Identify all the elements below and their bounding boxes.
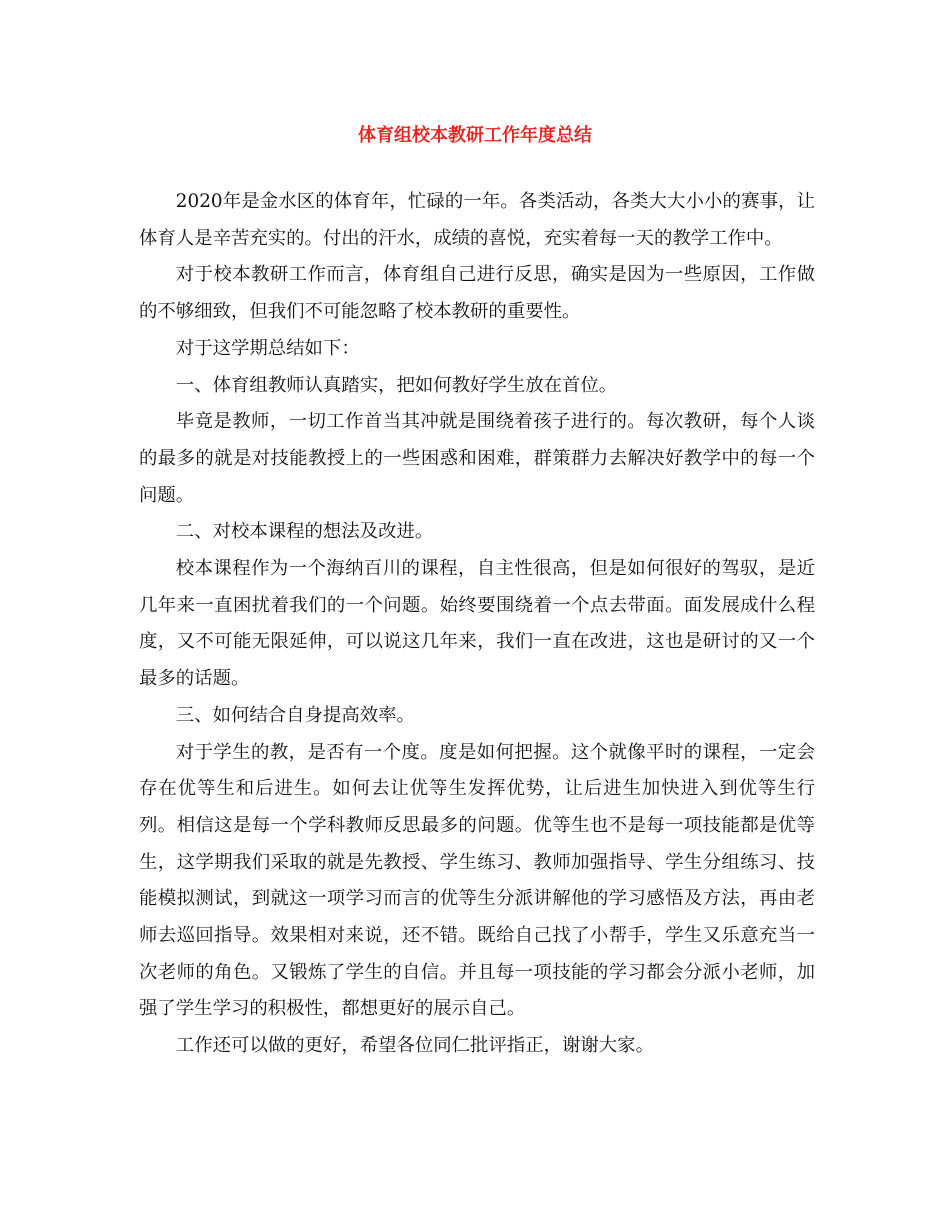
section-heading: 二、对校本课程的想法及改进。 (175, 521, 434, 543)
paragraph: 2020年是金水区的体育年，忙碌的一年。各类活动，各类大大小小的赛事，让体育人是辛苦充实的。付出的汗水，成绩的喜悦，充实着每一天的教学工作中。 (139, 191, 815, 249)
section-heading: 一、体育组教师认真踏实，把如何教好学生放在首位。 (175, 374, 618, 396)
closing-paragraph: 工作还可以做的更好，希望各位同仁批评指正，谢谢大家。 (175, 1035, 654, 1057)
paragraph: 校本课程作为一个海纳百川的课程，自主性很高，但是如何很好的驾驭，是近几年来一直困扰着我们的一个问题。始终要围绕着一个点去带面。面发展成什么程度，又不可能无限延伸，可以说这几年来，我们一直在改进，这也是研讨的又一个最多的话题。 (139, 558, 815, 690)
paragraph: 对于这学期总结如下： (175, 337, 360, 359)
section-heading: 三、如何结合自身提高效率。 (175, 704, 415, 726)
paragraph: 对于学生的教，是否有一个度。度是如何把握。这个就像平时的课程，一定会存在优等生和后进生。如何去让优等生发挥优势，让后进生加快进入到优等生行列。相信这是每一个学科教师反思最多的问题。优等生也不是每一项技能都是优等生，这学期我们采取的就是先教授、学生练习、教师加强指导、学生分组练习、技能模拟测试，到就这一项学习而言的优等生分派讲解他的学习感悟及方法，再由老师去巡回指导。效果相对来说，还不错。既给自己找了小帮手，学生又乐意充当一次老师的角色。又锻炼了学生的自信。并且每一项技能的学习都会分派小老师，加强了学生学习的积极性，都想更好的展示自己。 (139, 741, 815, 1020)
document-body (139, 184, 815, 1065)
document-title: 体育组校本教研工作年度总结 (358, 125, 592, 146)
paragraph: 对于校本教研工作而言，体育组自己进行反思，确实是因为一些原因，工作做的不够细致，但我们不可能忽略了校本教研的重要性。 (139, 264, 815, 323)
paragraph: 毕竟是教师，一切工作首当其冲就是围绕着孩子进行的。每次教研，每个人谈的最多的就是对技能教授上的一些困惑和困难，群策群力去解决好教学中的每一个问题。 (139, 411, 815, 506)
